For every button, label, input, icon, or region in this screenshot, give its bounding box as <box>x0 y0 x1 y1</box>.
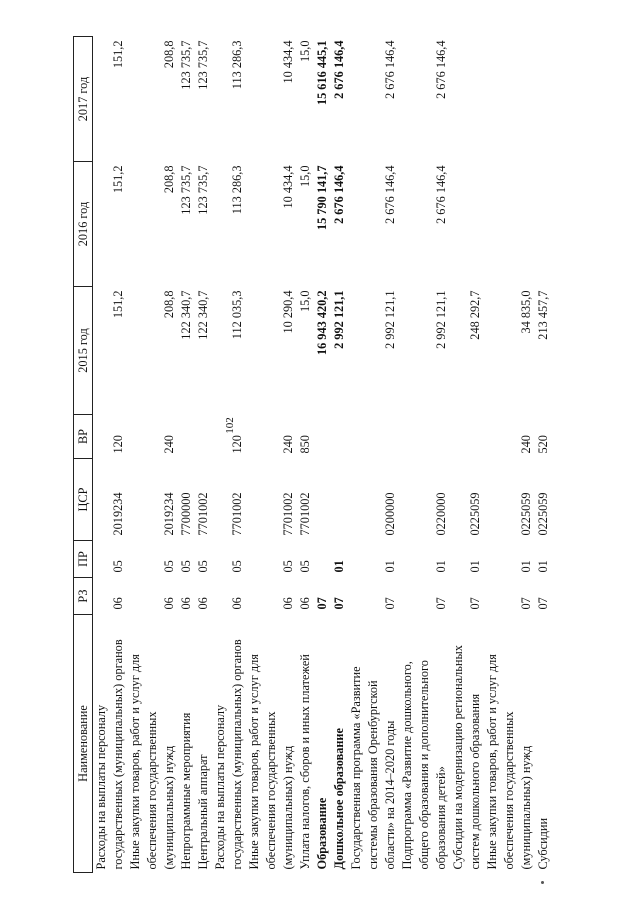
cell-csr <box>399 459 416 541</box>
header-vr: ВР <box>74 415 93 459</box>
cell-2017: 15 616 445,1 <box>315 40 329 106</box>
cell-name: Субсидии <box>536 817 550 870</box>
cell-2015: 208,8 <box>162 290 176 319</box>
cell-2016: 2 676 146,4 <box>332 165 346 224</box>
cell-2015: 248 292,7 <box>468 290 482 340</box>
cell-2016 <box>212 162 229 287</box>
cell-csr: 0220000 <box>434 492 448 536</box>
cell-rz: 07 <box>434 597 448 610</box>
cell-vr: 120 <box>111 435 125 454</box>
cell-pr <box>93 541 111 578</box>
cell-2016: 123 735,7 <box>196 165 210 215</box>
cell-2015 <box>144 287 161 415</box>
cell-2016: 2 676 146,4 <box>383 165 397 224</box>
cell-rz <box>501 578 518 615</box>
cell-vr: 240 <box>162 435 176 454</box>
cell-pr <box>484 541 501 578</box>
table-row <box>195 37 212 873</box>
cell-csr: 0200000 <box>383 492 397 536</box>
cell-2016 <box>484 162 501 287</box>
cell-2016: 15 790 141,7 <box>315 165 329 231</box>
cell-2015: 2 992 121,1 <box>383 290 397 349</box>
cell-pr <box>348 541 365 578</box>
cell-rz <box>399 578 416 615</box>
cell-2017: 208,8 <box>162 40 176 69</box>
cell-pr: 05 <box>196 560 210 573</box>
cell-2017 <box>246 37 263 162</box>
table-row <box>382 37 399 873</box>
cell-vr <box>348 415 365 459</box>
cell-name: Расходы на выплаты персоналу <box>94 704 108 870</box>
table-row <box>297 37 314 873</box>
cell-2015: 2 992 121,1 <box>332 290 346 349</box>
cell-2016 <box>467 162 484 287</box>
cell-csr: 7701002 <box>298 492 312 536</box>
table-row <box>161 37 178 873</box>
cell-2017: 151,2 <box>111 40 125 69</box>
budget-table <box>73 36 552 873</box>
cell-2015 <box>93 287 111 415</box>
cell-2017: 113 286,3 <box>230 40 244 90</box>
budget-table-rotated <box>73 37 640 873</box>
cell-2016 <box>93 162 111 287</box>
table-row <box>416 37 433 873</box>
cell-2016 <box>263 162 280 287</box>
cell-name: государственных (муниципальных) органов <box>111 639 125 870</box>
cell-rz: 07 <box>383 597 397 610</box>
cell-2017 <box>518 37 535 162</box>
table-body <box>93 37 553 873</box>
header-2017: 2017 год <box>74 37 93 162</box>
cell-name: Образование <box>315 797 329 870</box>
cell-2017 <box>484 37 501 162</box>
cell-2015: 112 035,3 <box>230 290 244 340</box>
cell-2016: 15,0 <box>298 165 312 188</box>
cell-2015 <box>246 287 263 415</box>
table-row <box>535 37 552 873</box>
cell-rz: 06 <box>179 597 193 610</box>
table-row <box>144 37 161 873</box>
cell-name: Иные закупки товаров, работ и услуг для <box>247 654 261 870</box>
cell-2016 <box>535 162 552 287</box>
cell-2015 <box>450 287 467 415</box>
table-row <box>331 37 348 873</box>
table-row <box>127 37 144 873</box>
cell-2015 <box>263 287 280 415</box>
header-pr: ПР <box>74 541 93 578</box>
cell-2016 <box>450 162 467 287</box>
cell-rz: 06 <box>281 597 295 610</box>
cell-csr <box>331 459 348 541</box>
cell-rz: 06 <box>196 597 210 610</box>
cell-2017: 2 676 146,4 <box>434 40 448 99</box>
table-row <box>518 37 535 873</box>
cell-vr <box>331 415 348 459</box>
cell-vr <box>365 415 382 459</box>
cell-vr <box>382 415 399 459</box>
header-rz: РЗ <box>74 578 93 615</box>
table-header <box>74 37 93 873</box>
cell-2017 <box>144 37 161 162</box>
cell-rz: 06 <box>162 597 176 610</box>
cell-2015 <box>127 287 144 415</box>
cell-csr: 0225059 <box>468 492 482 536</box>
cell-csr: 2019234 <box>162 492 176 536</box>
cell-2016: 123 735,7 <box>179 165 193 215</box>
table-row <box>399 37 416 873</box>
cell-2016 <box>501 162 518 287</box>
cell-vr <box>178 415 195 459</box>
cell-vr <box>93 415 111 459</box>
cell-csr <box>246 459 263 541</box>
page-number: 102 <box>223 417 236 434</box>
cell-rz <box>144 578 161 615</box>
cell-rz: 07 <box>519 597 533 610</box>
cell-pr <box>212 541 229 578</box>
cell-rz <box>263 578 280 615</box>
cell-name: обеспечения государственных <box>264 711 278 870</box>
cell-name: Иные закупки товаров, работ и услуг для <box>128 654 142 870</box>
table-row <box>314 37 331 873</box>
cell-2017 <box>212 37 229 162</box>
cell-pr: 05 <box>111 560 125 573</box>
cell-pr <box>416 541 433 578</box>
cell-csr: 7700000 <box>179 492 193 536</box>
cell-name: обеспечения государственных <box>502 711 516 870</box>
cell-name: обеспечения государственных <box>145 711 159 870</box>
cell-vr: 240 <box>281 435 295 454</box>
table-row <box>467 37 484 873</box>
cell-rz: 07 <box>332 597 346 610</box>
table-row <box>93 37 111 873</box>
cell-2017 <box>348 37 365 162</box>
cell-pr <box>144 541 161 578</box>
cell-csr: 7701002 <box>230 492 244 536</box>
cell-2015: 213 457,7 <box>536 290 550 340</box>
cell-name: (муниципальных) нужд <box>162 745 176 870</box>
table-row <box>280 37 297 873</box>
cell-2015 <box>416 287 433 415</box>
cell-2016 <box>144 162 161 287</box>
cell-2017 <box>416 37 433 162</box>
cell-pr <box>127 541 144 578</box>
table-row <box>348 37 365 873</box>
cell-csr <box>93 459 111 541</box>
cell-2017 <box>535 37 552 162</box>
cell-pr <box>501 541 518 578</box>
cell-csr <box>365 459 382 541</box>
cell-2015: 2 992 121,1 <box>434 290 448 349</box>
cell-name: Центральный аппарат <box>196 754 210 870</box>
table-row <box>501 37 518 873</box>
cell-vr <box>450 415 467 459</box>
cell-vr <box>144 415 161 459</box>
table-row <box>178 37 195 873</box>
cell-vr: 240 <box>519 435 533 454</box>
table-row <box>110 37 127 873</box>
cell-2015: 16 943 420,2 <box>315 290 329 356</box>
cell-pr <box>246 541 263 578</box>
cell-rz: 07 <box>536 597 550 610</box>
cell-pr <box>365 541 382 578</box>
cell-2016: 2 676 146,4 <box>434 165 448 224</box>
cell-vr <box>195 415 212 459</box>
cell-vr <box>467 415 484 459</box>
cell-rz: 07 <box>315 597 329 610</box>
cell-2016 <box>246 162 263 287</box>
cell-name: Непрограммные мероприятия <box>179 712 193 870</box>
cell-2016 <box>518 162 535 287</box>
cell-vr <box>433 415 450 459</box>
cell-csr <box>450 459 467 541</box>
cell-pr <box>314 541 331 578</box>
cell-pr: 05 <box>179 560 193 573</box>
table-row <box>246 37 263 873</box>
cell-2017: 2 676 146,4 <box>383 40 397 99</box>
cell-vr <box>416 415 433 459</box>
cell-pr: 01 <box>519 560 533 573</box>
cell-2016 <box>127 162 144 287</box>
cell-vr <box>246 415 263 459</box>
header-2016: 2016 год <box>74 162 93 287</box>
cell-name: Иные закупки товаров, работ и услуг для <box>485 654 499 870</box>
cell-csr <box>263 459 280 541</box>
cell-pr: 05 <box>298 560 312 573</box>
cell-vr <box>212 415 229 459</box>
cell-2016 <box>348 162 365 287</box>
cell-name: системы образования Оренбургской <box>366 680 380 870</box>
table-row <box>212 37 229 873</box>
header-2015: 2015 год <box>74 287 93 415</box>
cell-2016 <box>365 162 382 287</box>
cell-name: Подпрограмма «Развитие дошкольного, <box>400 661 414 870</box>
cell-rz: 06 <box>111 597 125 610</box>
cell-2015: 34 835,0 <box>519 290 533 334</box>
cell-2015 <box>365 287 382 415</box>
cell-csr: 7701002 <box>281 492 295 536</box>
cell-rz <box>484 578 501 615</box>
cell-2017 <box>93 37 111 162</box>
cell-csr <box>416 459 433 541</box>
cell-2017 <box>467 37 484 162</box>
table-row <box>229 37 246 873</box>
header-name: Наименование <box>74 615 93 873</box>
cell-name: (муниципальных) нужд <box>519 745 533 870</box>
cell-2015: 10 290,4 <box>281 290 295 334</box>
cell-vr: 120 <box>230 435 244 454</box>
cell-name: Расходы на выплаты персоналу <box>213 704 227 870</box>
cell-csr: 0225059 <box>536 492 550 536</box>
header-csr: ЦСР <box>74 459 93 541</box>
cell-name: Уплата налогов, сборов и иных платежей <box>298 654 312 870</box>
cell-vr: 520 <box>536 435 550 454</box>
cell-2015: 122 340,7 <box>196 290 210 340</box>
cell-vr: 850 <box>298 435 312 454</box>
cell-pr: 05 <box>162 560 176 573</box>
cell-2015: 122 340,7 <box>179 290 193 340</box>
cell-name: государственных (муниципальных) органов <box>230 639 244 870</box>
cell-csr <box>348 459 365 541</box>
table-row <box>263 37 280 873</box>
cell-2017 <box>263 37 280 162</box>
cell-2017 <box>450 37 467 162</box>
cell-vr <box>127 415 144 459</box>
cell-rz <box>93 578 111 615</box>
cell-csr: 0225059 <box>519 492 533 536</box>
cell-name: (муниципальных) нужд <box>281 745 295 870</box>
cell-2017 <box>399 37 416 162</box>
cell-pr <box>399 541 416 578</box>
cell-pr: 01 <box>434 560 448 573</box>
cell-2016 <box>399 162 416 287</box>
cell-csr: 7701002 <box>196 492 210 536</box>
cell-2015: 15,0 <box>298 290 312 313</box>
cell-2015 <box>212 287 229 415</box>
cell-pr: 05 <box>281 560 295 573</box>
cell-name: Дошкольное образование <box>332 728 346 870</box>
table-row <box>365 37 382 873</box>
cell-2017: 10 434,4 <box>281 40 295 84</box>
cell-csr: 2019234 <box>111 492 125 536</box>
cell-2016 <box>416 162 433 287</box>
cell-2017: 15,0 <box>298 40 312 63</box>
cell-rz <box>212 578 229 615</box>
cell-2016: 151,2 <box>111 165 125 194</box>
cell-2017: 2 676 146,4 <box>332 40 346 99</box>
table-row <box>433 37 450 873</box>
cell-rz <box>416 578 433 615</box>
cell-vr <box>484 415 501 459</box>
cell-2017 <box>127 37 144 162</box>
cell-csr <box>501 459 518 541</box>
cell-name: систем дошкольного образования <box>468 693 482 870</box>
cell-2015 <box>399 287 416 415</box>
cell-vr <box>501 415 518 459</box>
scan-speck <box>541 881 544 884</box>
cell-vr <box>263 415 280 459</box>
cell-2015 <box>501 287 518 415</box>
cell-name: области» на 2014–2020 годы <box>383 720 397 870</box>
cell-rz <box>450 578 467 615</box>
cell-name: общего образования и дополнительного <box>417 660 431 870</box>
cell-2017 <box>501 37 518 162</box>
table-row <box>484 37 501 873</box>
cell-2017 <box>365 37 382 162</box>
cell-pr: 01 <box>383 560 397 573</box>
cell-name: Субсидии на модернизацию региональных <box>451 645 465 870</box>
cell-csr <box>144 459 161 541</box>
cell-rz <box>246 578 263 615</box>
cell-2015: 151,2 <box>111 290 125 319</box>
cell-rz <box>127 578 144 615</box>
cell-name: образования детей» <box>434 766 448 870</box>
cell-2015 <box>348 287 365 415</box>
cell-2017: 123 735,7 <box>179 40 193 90</box>
cell-rz: 07 <box>468 597 482 610</box>
table-row <box>450 37 467 873</box>
cell-pr: 01 <box>468 560 482 573</box>
cell-rz <box>348 578 365 615</box>
cell-2017: 123 735,7 <box>196 40 210 90</box>
cell-vr <box>314 415 331 459</box>
cell-pr: 01 <box>536 560 550 573</box>
cell-pr: 01 <box>332 560 346 573</box>
cell-pr <box>450 541 467 578</box>
cell-rz: 06 <box>298 597 312 610</box>
cell-csr <box>127 459 144 541</box>
cell-2016: 10 434,4 <box>281 165 295 209</box>
cell-rz <box>365 578 382 615</box>
cell-2016: 113 286,3 <box>230 165 244 215</box>
cell-csr <box>484 459 501 541</box>
cell-csr <box>314 459 331 541</box>
cell-rz: 06 <box>230 597 244 610</box>
cell-2015 <box>484 287 501 415</box>
cell-2016: 208,8 <box>162 165 176 194</box>
cell-pr: 05 <box>230 560 244 573</box>
cell-csr <box>212 459 229 541</box>
cell-vr <box>399 415 416 459</box>
cell-pr <box>263 541 280 578</box>
cell-name: Государственная программа «Развитие <box>349 666 363 870</box>
